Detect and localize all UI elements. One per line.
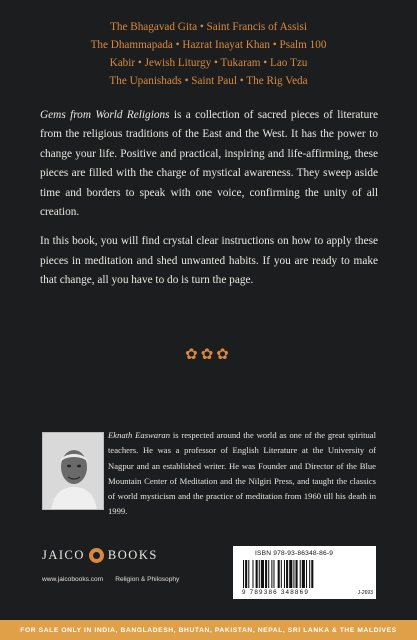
publisher-name-left: JAICO <box>42 548 85 562</box>
barcode-bar <box>261 560 264 588</box>
product-code: J-2693 <box>357 590 373 596</box>
sales-region-notice: FOR SALE ONLY IN INDIA, BANGLADESH, BHUTAN, PAKISTAN, NEPAL, SRI LANKA & THE MALDIVES <box>0 620 417 640</box>
publisher-meta <box>42 576 242 583</box>
barcode-bar <box>281 560 282 588</box>
description-paragraph-1 <box>40 106 378 222</box>
barcode-bar <box>278 560 280 588</box>
barcode-bar <box>296 560 298 588</box>
sources-line: The Bhagavad Gita • Saint Francis of Assisi <box>110 21 307 33</box>
barcode-bar <box>284 560 285 588</box>
ornament-flourish: ✿✿✿ <box>185 347 232 363</box>
barcode-bar <box>286 560 288 588</box>
barcode-bar <box>259 560 260 588</box>
barcode-bar <box>243 560 244 588</box>
barcode-panel <box>233 546 376 599</box>
barcode-bar <box>245 560 247 588</box>
barcode-icon <box>243 560 339 588</box>
barcode-bar <box>265 560 267 588</box>
sources-line: Kabir • Jewish Liturgy • Tukaram • Lao Tzu <box>109 57 308 69</box>
publisher-name-right: BOOKS <box>107 548 158 562</box>
featured-sources-list <box>0 18 417 90</box>
barcode-bar <box>302 560 305 588</box>
sources-line: The Dhammapada • Hazrat Inayat Khan • Psalm 100 <box>90 39 327 51</box>
sources-line: The Upanishads • Saint Paul • The Rig Veda <box>109 75 308 87</box>
barcode-bar <box>271 560 272 588</box>
author-name: Eknath Easwaran <box>108 430 171 440</box>
barcode-bar <box>268 560 269 588</box>
author-photo <box>42 432 104 510</box>
barcode-bar <box>300 560 301 588</box>
publisher-website: www.jaicobooks.com <box>42 576 104 583</box>
author-bio-text: is respected around the world as one of the great spiritual teachers. He was a professor of English Literature at the University of Nagpur and an established writer. He was Founder and Director of the Blue Mountain Center of Meditation and the Nilgiri Press, and taught the classics of world mysticism and the practice of meditation from 1960 till his death in 1999. <box>108 430 376 517</box>
book-title-italic: Gems from World Religions <box>40 109 170 121</box>
barcode-digits: 9 789386 348869 <box>242 589 310 596</box>
barcode-bar <box>289 560 292 588</box>
barcode-bar <box>248 560 249 588</box>
barcode-bar <box>252 560 253 588</box>
barcode-bar <box>311 560 313 588</box>
description-paragraph-1-text: is a collection of sacred pieces of literature from the religious traditions of the East and the West. It has the power to change your life. Positive and practical, inspiring and life-affirming, these pieces are filled with the charge of mystical awareness. They sweep aside time and borders to speak with one voice, confirming the unity of all creation. <box>40 109 378 219</box>
description-paragraph-2: In this book, you will find crystal clear instructions on how to apply these pieces in meditation and shed unwanted habits. If you are ready to make that change, all you have to do is turn the page. <box>40 235 378 287</box>
barcode-bar <box>309 560 310 588</box>
barcode-bar <box>256 560 258 588</box>
jaico-logo-icon <box>89 548 104 563</box>
publisher-logo <box>42 548 242 563</box>
author-portrait-icon <box>43 433 104 510</box>
author-bio <box>108 428 376 520</box>
book-category: Religion & Philosophy <box>115 576 180 583</box>
barcode-bar <box>306 560 307 588</box>
isbn-label: ISBN 978-93-86348-86-9 <box>255 550 334 557</box>
barcode-bar <box>293 560 294 588</box>
barcode-bar <box>273 560 274 588</box>
book-description <box>40 106 378 291</box>
